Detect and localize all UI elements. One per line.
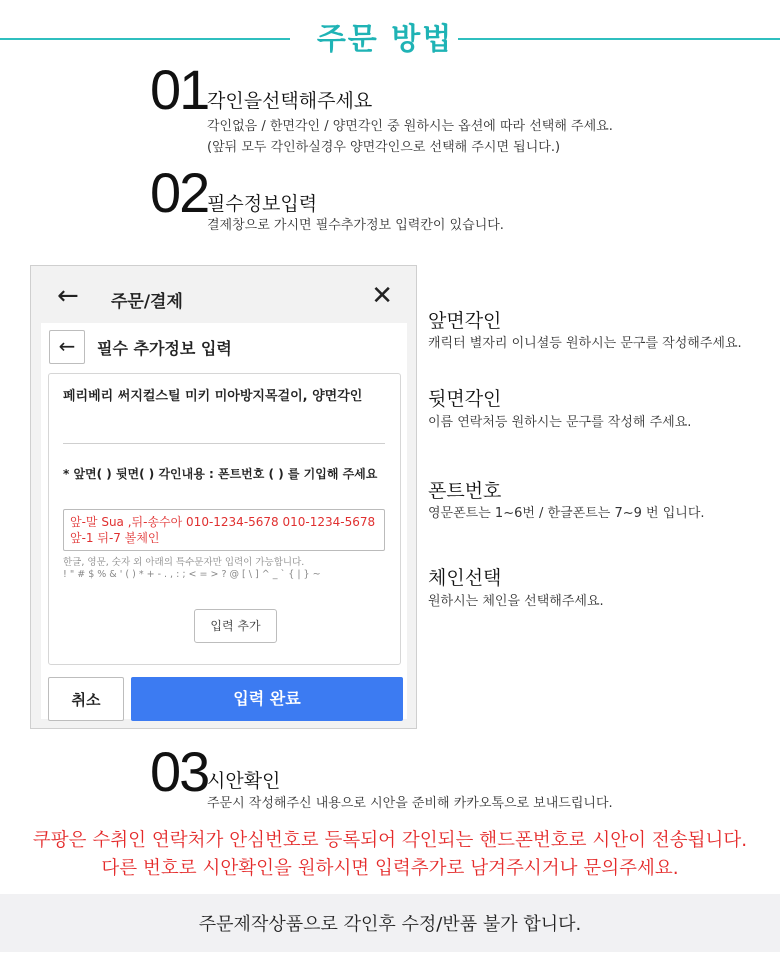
step-desc-line: (앞뒤 모두 각인하실경우 양면각인으로 선택해 주시면 됩니다.) — [207, 140, 561, 155]
product-name: 페리베리 써지컬스틸 미키 미아방지목걸이, 양면각인 — [63, 389, 363, 404]
step-title: 각인을선택해주세요 — [207, 90, 373, 112]
guide-title: 뒷면각인 — [428, 388, 502, 410]
panel-title: 필수 추가정보 입력 — [97, 339, 232, 358]
required-info-panel — [41, 323, 407, 719]
step-desc-line: 결제창으로 가시면 필수추가정보 입력칸이 있습니다. — [207, 218, 504, 233]
back-arrow-icon[interactable]: ← — [57, 281, 79, 311]
checkout-top-bar — [41, 271, 407, 323]
step-desc — [207, 793, 613, 814]
close-icon[interactable]: ✕ — [371, 281, 393, 311]
step-desc-line: 각인없음 / 한면각인 / 양면각인 중 원하시는 옵션에 따라 선택해 주세요. — [207, 119, 613, 134]
step-number: 02 — [150, 161, 209, 224]
step-number: 03 — [150, 740, 209, 803]
step-desc — [207, 215, 504, 236]
checkout-title: 주문/결제 — [111, 292, 183, 312]
allowed-chars-note: 한글, 영문, 숫자 외 아래의 특수문자만 입력이 가능합니다. ! " # $ % & ' ( ) * + - . , : ; < = > ? @ [ \ ] ^ _ ` { | } ~ — [63, 557, 321, 580]
guide-title: 체인선택 — [428, 567, 502, 589]
step-number: 01 — [150, 58, 209, 121]
panel-back-button[interactable]: ← — [49, 330, 85, 364]
footer-notice — [0, 894, 780, 952]
guide-desc: 이름 연락처등 원하시는 문구를 작성해 주세요. — [428, 415, 692, 430]
engraving-instruction: * 앞면( ) 뒷면( ) 각인내용 : 폰트번호 ( ) 를 기입해 주세요 — [63, 467, 378, 481]
guide-desc: 캐릭터 별자리 이니셜등 원하시는 문구를 작성해주세요. — [428, 336, 742, 351]
engraving-input[interactable]: 앞-말 Sua ,뒤-송수아 010-1234-5678 010-1234-5678 앞-1 뒤-7 볼체인 — [63, 509, 385, 551]
guide-desc: 영문폰트는 1~6번 / 한글폰트는 7~9 번 입니다. — [428, 506, 705, 521]
step-desc-line: 주문시 작성해주신 내용으로 시안을 준비해 카카오톡으로 보내드립니다. — [207, 796, 613, 811]
divider — [63, 443, 385, 444]
info-card — [48, 373, 401, 665]
page-title: 주문 방법 — [316, 22, 454, 57]
step-title: 시안확인 — [207, 770, 281, 792]
add-input-button[interactable]: 입력 추가 — [194, 609, 277, 643]
cancel-button[interactable]: 취소 — [48, 677, 124, 721]
complete-button[interactable]: 입력 완료 — [131, 677, 403, 721]
warning-line: 쿠팡은 수취인 연락처가 안심번호로 등록되어 각인되는 핸드폰번호로 시안이 전송됩니다. — [32, 830, 748, 851]
guide-title: 폰트번호 — [428, 480, 502, 502]
footer-text: 주문제작상품으로 각인후 수정/반품 불가 합니다. — [198, 914, 582, 935]
header-line-right — [458, 38, 780, 40]
warning-line: 다른 번호로 시안확인을 원하시면 입력추가로 남겨주시거나 문의주세요. — [101, 858, 679, 879]
step-desc — [207, 116, 613, 158]
guide-desc: 원하시는 체인을 선택해주세요. — [428, 594, 604, 609]
step-title: 필수정보입력 — [207, 193, 318, 215]
header-line-left — [0, 38, 290, 40]
guide-title: 앞면각인 — [428, 310, 502, 332]
checkout-screenshot — [30, 265, 417, 729]
